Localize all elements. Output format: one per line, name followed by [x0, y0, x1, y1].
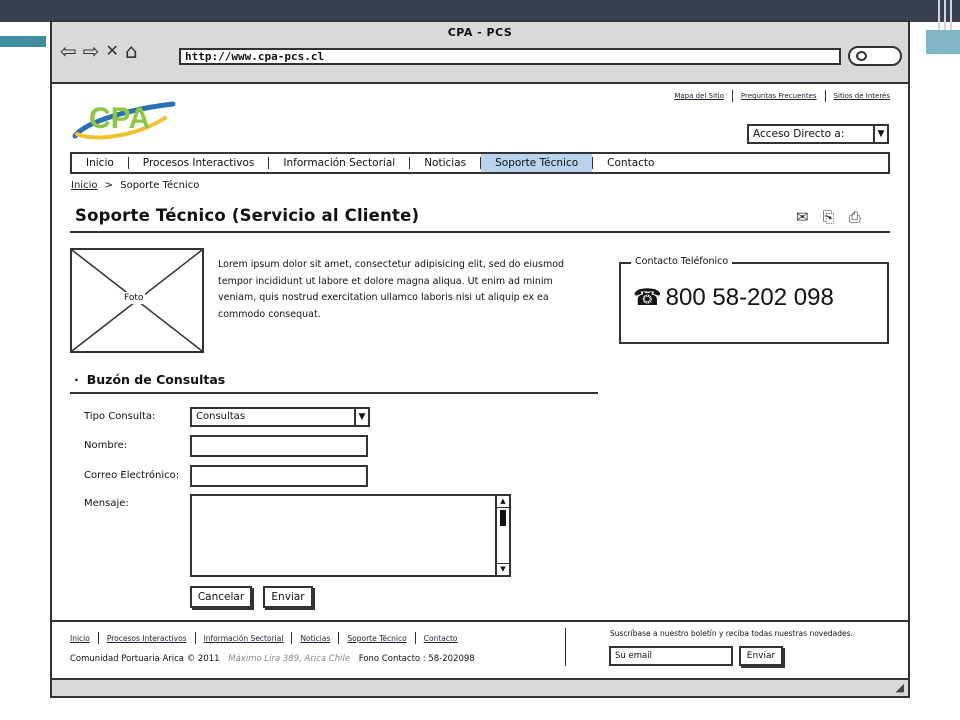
browser-window	[50, 20, 910, 698]
footer-separator	[565, 628, 566, 666]
scroll-thumb[interactable]	[500, 510, 506, 526]
nav-item-informacion[interactable]: Información Sectorial	[283, 157, 396, 169]
contact-legend: Contacto Teléfonico	[631, 256, 732, 267]
forward-arrow-icon[interactable]: ⇨	[82, 39, 100, 63]
intro-text: Lorem ipsum dolor sit amet, consectetur adipisicing elit, sed do eiusmod tempor incididunt ut labore et dolore magna aliqua. Ut enim ad minim veniam, quis nostrud exercitation ullamco laboris nisi ut aliquip ex ea commodo consequat.	[218, 259, 565, 320]
home-icon[interactable]: ⌂	[124, 39, 138, 63]
browser-search[interactable]	[848, 46, 902, 66]
footer-divider	[52, 620, 908, 622]
email-field[interactable]	[190, 465, 368, 487]
browser-nav	[60, 40, 138, 62]
logo-text: CPA	[89, 102, 151, 135]
email-icon[interactable]: ✉	[796, 208, 809, 226]
close-x-icon[interactable]: ✕	[105, 41, 119, 60]
nav-item-procesos[interactable]: Procesos Interactivos	[142, 157, 255, 169]
footer-links	[70, 632, 465, 644]
nav-item-contacto[interactable]: Contacto	[607, 157, 655, 169]
print-icon[interactable]: ⎙	[848, 208, 861, 226]
newsletter-email-input[interactable]: Su email	[609, 646, 733, 666]
footer-link-inicio[interactable]: Inicio	[70, 633, 90, 643]
link-related-sites[interactable]: Sitios de Interés	[833, 92, 890, 100]
search-icon	[856, 51, 867, 61]
window-title: CPA - PCS	[447, 26, 513, 39]
photo-placeholder	[70, 248, 204, 353]
section-bullet: ·	[74, 372, 79, 387]
footer-link-soporte[interactable]: Soporte Técnico	[347, 633, 407, 643]
footer-address: Máximo Lira 389, Arica Chile	[228, 654, 351, 664]
mensaje-label: Mensaje:	[84, 498, 129, 509]
scroll-up-icon[interactable]: ▲	[497, 496, 509, 508]
utility-links	[666, 90, 890, 102]
footer-link-informacion[interactable]: Información Sectorial	[203, 633, 284, 643]
browser-statusbar	[52, 678, 908, 696]
nombre-label: Nombre:	[84, 440, 128, 451]
scroll-down-icon[interactable]: ▼	[497, 563, 509, 575]
footer-link-procesos[interactable]: Procesos Interactivos	[106, 633, 187, 643]
cpa-logo[interactable]	[67, 90, 179, 146]
breadcrumb-current: Soporte Técnico	[120, 180, 200, 191]
photo-label: Foto	[124, 293, 144, 303]
browser-titlebar	[52, 22, 908, 84]
link-site-map[interactable]: Mapa del Sitio	[674, 92, 724, 100]
tipo-consulta-label: Tipo Consulta:	[84, 411, 156, 422]
footer-phone: Fono Contacto : 58-202098	[358, 654, 475, 664]
title-divider	[70, 231, 890, 233]
footer-link-contacto[interactable]: Contacto	[423, 633, 458, 643]
nav-item-soporte[interactable]: Soporte Técnico	[481, 154, 592, 172]
section-title	[74, 372, 225, 387]
footer-link-noticias[interactable]: Noticias	[300, 633, 331, 643]
submit-button[interactable]: Enviar	[263, 586, 313, 608]
dropdown-arrow-icon[interactable]: ▼	[873, 126, 887, 142]
newsletter-text: Suscríbase a nuestro boletín y reciba todas nuestras novedades.	[610, 629, 853, 638]
footer-info	[70, 654, 475, 664]
page-actions	[796, 208, 861, 226]
telephone-icon: ☎	[633, 285, 662, 311]
section-title-text: Buzón de Consultas	[86, 372, 226, 387]
tipo-consulta-select[interactable]	[190, 407, 370, 427]
nombre-field[interactable]	[190, 435, 368, 457]
quick-access-label: Acceso Directo a:	[753, 128, 845, 140]
section-divider	[70, 392, 598, 394]
correo-label: Correo Electrónico:	[84, 470, 180, 481]
mensaje-textarea[interactable]	[190, 494, 511, 577]
page-title: Soporte Técnico (Servicio al Cliente)	[75, 206, 420, 225]
textarea-scrollbar[interactable]	[495, 496, 509, 575]
back-arrow-icon[interactable]: ⇦	[60, 39, 77, 63]
pdf-document-icon[interactable]: ⎘	[822, 208, 835, 226]
link-faq[interactable]: Preguntas Frecuentes	[740, 92, 817, 100]
resize-grip-icon[interactable]: ◢	[895, 681, 904, 694]
cancel-button[interactable]: Cancelar	[190, 586, 252, 608]
phone-number: 800 58-202 098	[665, 284, 834, 311]
footer-org: Comunidad Portuaria Arica © 2011	[70, 654, 220, 664]
breadcrumb-home[interactable]: Inicio	[71, 180, 98, 191]
newsletter-submit-button[interactable]: Enviar	[739, 646, 783, 666]
slide-accent-block	[926, 30, 960, 54]
nav-item-inicio[interactable]: Inicio	[86, 157, 114, 169]
slide-top-bar	[0, 0, 960, 22]
quick-access-select[interactable]	[747, 124, 889, 144]
breadcrumb-separator: >	[104, 180, 114, 191]
tipo-consulta-value: Consultas	[196, 411, 246, 422]
slide-accent	[0, 36, 46, 47]
dropdown-arrow-icon[interactable]: ▼	[354, 409, 368, 425]
main-nav	[70, 152, 890, 174]
contact-phone-box	[619, 256, 889, 344]
breadcrumb	[71, 180, 199, 191]
web-page	[52, 84, 908, 680]
nav-item-noticias[interactable]: Noticias	[424, 157, 467, 169]
address-bar[interactable]: http://www.cpa-pcs.cl	[179, 48, 841, 65]
